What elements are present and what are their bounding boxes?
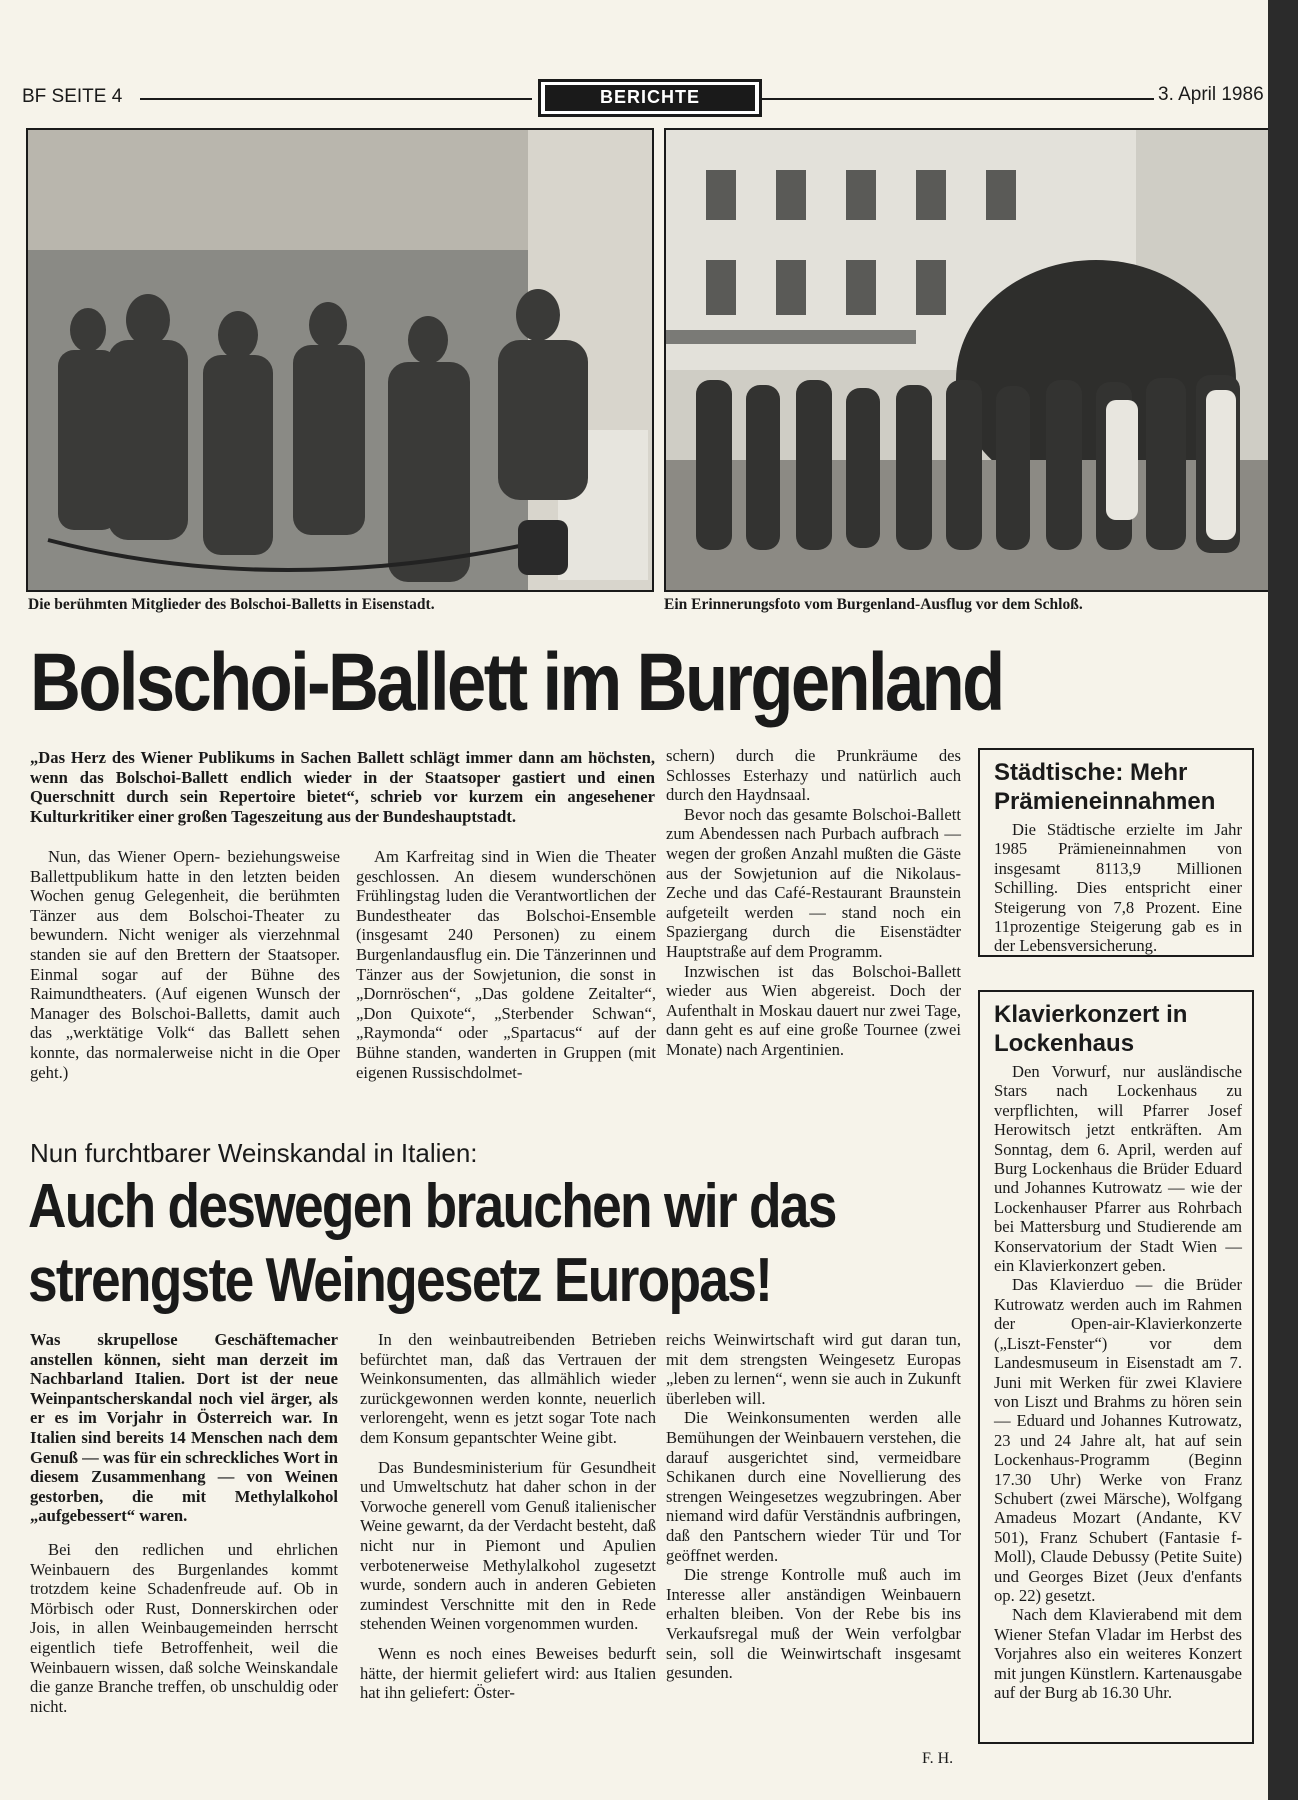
article1-col3-text-c: Inzwischen ist das Bolschoi-Ballett wieder aus Wien abgereist. Doch der Aufenthalt in Moskau dauert nur zwei Tage, dann geht es auf eine große Tournee (zwei Monate) nach Argentinien. — [666, 961, 961, 1059]
sidebar-box-staedtische — [978, 748, 1254, 957]
photo-ballet-members — [26, 128, 654, 592]
header-rule-right — [762, 98, 1154, 100]
sidebar-box-klavierkonzert — [978, 990, 1254, 1744]
article2-col1-text: Bei den redlichen und ehrlichen Weinbauern des Burgenlandes kommt trotzdem keine Schadenfreude auf. Ob in Mörbisch oder Rust, Donnerskirchen oder Jois, in allen Weinbaugemeinden herrscht eigentlich tiefe Betroffenheit, weil die Weinbauern wissen, daß solche Weinskandale die ganze Branche treffen, ob unschuldig oder nicht. — [30, 1539, 338, 1716]
issue-date: 3. April 1986 — [1158, 84, 1264, 105]
page-edge-shadow — [1268, 0, 1298, 1800]
article1-col2-text: Am Karfreitag sind in Wien die Theater geschlossen. An diesem wunderschönen Frühlingstag luden die Verantwortlichen der Bundestheater das Bolschoi-Ensemble (insgesamt 240 Personen) zu einem Burgenlandausflug ein. Die Tänzerinnen und Tänzer aus der Sowjetunion, die sonst in „Dornröschen“, „Das goldene Zeitalter“, „Don Quixote“, „Sterbender Schwan“, „Raymonda“ oder „Spartacus“ auf der Bühne standen, wanderten in Gruppen (mit eigenen Russischdolmet- — [356, 847, 656, 1082]
box1-body — [980, 818, 1252, 962]
photo-palace-group — [664, 128, 1278, 592]
article2-col3-text-2: Die Weinkonsumenten werden alle Bemühungen der Weinbauern verstehen, die darauf ausgerichtet sind, vermeidbare Schikanen durch eine Novellierung des strengen Weingesetzes wegzubringen. Aber niemand wird dafür Verständnis aufbringen, daß den Pantschern wieder Tür und Tor geöffnet werden. — [666, 1408, 961, 1565]
box2-body — [980, 1060, 1252, 1708]
article1-column-2 — [356, 847, 656, 1082]
article2-col3-text-3: Die strenge Kontrolle muß auch im Interesse aller anständigen Weinbauern erhalten bleiben. Von der Rebe bis ins Verkaufsregal muß der Wein verfolgbar sein, soll die Weinwirtschaft insgesamt gesunden. — [666, 1565, 961, 1683]
article1-column-1 — [30, 847, 340, 1082]
article2-col2-text-2: Das Bundesministerium für Gesundheit und Umweltschutz hat daher schon in der Vorwoche generell vom Genuß italienischer Weine gewarnt, da der Verdacht besteht, daß nicht nur in Piemont und Apulien verbotenerweise Methylalkohol zugesetzt wurde, sondern auch in anderen Gebieten zumindest Verschnitte mit den in Rede stehenden Weinen vorgenommen wurden. — [360, 1457, 656, 1634]
box2-text-1: Den Vorwurf, nur ausländische Stars nach Lockenhaus zu verpflichten, will Pfarrer Josef Herowitsch jetzt entkräften. Am Sonntag, dem 6. April, werden auf Burg Lockenhaus die Brüder Eduard und Johannes Kutrowatz — wie der Lockenhauser Pfarrer aus Rohrbach bei Mattersburg und Studierende am Konservatorium der Stadt Wien — ein Klavierkonzert geben. — [994, 1062, 1242, 1276]
section-tag — [538, 79, 762, 117]
headline-bolschoi: Bolschoi-Ballett im Burgenland — [30, 637, 1003, 728]
photo-caption-left: Die berühmten Mitglieder des Bolschoi-Balletts in Eisenstadt. — [28, 596, 435, 613]
photo-ballet-members-image — [28, 130, 652, 590]
headline-weingesetz-line-2: strengste Weingesetz Europas! — [28, 1246, 772, 1315]
article1-column-3 — [666, 746, 961, 1060]
article1-col3-text-b: Bevor noch das gesamte Bolschoi-Ballett zum Abendessen nach Purbach aufbrach — wegen der großen Anzahl mußten die Gäste aus der Sowjetunion auf die Nikolaus-Zeche und das Café-Restaurant Braunstein aufgeteilt werden — stand noch ein Spaziergang durch die Eisenstädter Hauptstraße auf dem Programm. — [666, 804, 961, 961]
article-lead-text: „Das Herz des Wiener Publikums in Sachen Ballett schlägt immer dann am höchsten, wenn das Bolschoi-Ballett endlich wieder in der Staatsoper gastiert und einen Querschnitt durch sein Repertoire bietet“, schrieb vor kurzem ein angesehener Kulturkritiker einer großen Tageszeitung aus der Bundeshauptstadt. — [30, 748, 655, 826]
article2-col2-text-1: In den weinbautreibenden Betrieben befürchtet man, daß das Vertrauen der Weinkonsumenten, das allmählich wieder zurückgewonnen werden konnte, neuerlich verlorengeht, wenn es jetzt sogar Tote nach dem Konsum gepantschter Weine gibt. — [360, 1330, 656, 1447]
box1-text: Die Städtische erzielte im Jahr 1985 Prämieneinnahmen von insgesamt 8113,9 Millionen Schilling. Dies entspricht einer Steigerung von 7,8 Prozent. Eine 11prozentige Steigerung gab es in der Lebensversicherung. — [994, 820, 1242, 956]
section-tag-label: BERICHTE — [545, 85, 755, 111]
header-rule-left — [140, 98, 532, 100]
box2-text-2: Das Klavierduo — die Brüder Kutrowatz werden auch im Rahmen der Open-air-Klavierkonzerte („Liszt-Fenster“) vor dem Landesmuseum in Eisenstadt am 7. Juni mit Werken für zwei Klaviere von Liszt und Brahms zu hören sein — Eduard und Johannes Kutrowatz, 23 und 24 Jahre alt, hat auf sein Lockenhaus-Programm (Beginn 17.30 Uhr) Werke von Franz Schubert (zwei Märsche), Wolfgang Amadeus Mozart (Andante, KV 501), Franz Schubert (Fantasie f-Moll), Claude Debussy (Petite Suite) und Georges Bizet (Jeux d'enfants op. 22) gesetzt. — [994, 1275, 1242, 1605]
box1-title: Städtische: Mehr Prämieneinnahmen — [994, 759, 1216, 815]
kicker-weinskandal: Nun furchtbarer Weinskandal in Italien: — [30, 1138, 478, 1168]
article1-col3-text-a: schern) durch die Prunkräume des Schlosses Esterhazy und natürlich auch durch den Haydnsaal. — [666, 746, 961, 805]
article2-column-3 — [666, 1330, 961, 1683]
article2-column-1 — [30, 1330, 338, 1716]
author-signature: F. H. — [922, 1750, 954, 1767]
photo-caption-right: Ein Erinnerungsfoto vom Burgenland-Ausflug vor dem Schloß. — [664, 596, 1083, 613]
box2-text-3: Nach dem Klavierabend mit dem Wiener Stefan Vladar im Herbst des Vorjahres also ein weiteres Konzert mit jungen Künstlern. Kartenausgabe auf der Burg ab 16.30 Uhr. — [994, 1605, 1242, 1702]
headline-weingesetz — [28, 1170, 836, 1318]
article2-col2-text-3: Wenn es noch eines Beweises bedurft hätte, der hiermit geliefert wird: aus Italien hat ihn geliefert: Öster- — [360, 1643, 656, 1703]
headline-weingesetz-line-1: Auch deswegen brauchen wir das — [28, 1172, 836, 1241]
article2-column-2 — [360, 1330, 656, 1703]
article2-col3-text-1: reichs Weinwirtschaft wird gut daran tun, mit dem strengsten Weingesetz Europas „leben zu lernen“, wenn sie auch in Zukunft überleben will. — [666, 1330, 961, 1408]
article-lead — [30, 748, 655, 826]
box2-title: Klavierkonzert in Lockenhaus — [994, 1001, 1188, 1057]
article1-col1-text: Nun, das Wiener Opern- beziehungsweise Ballettpublikum hatte in den letzten beiden Wochen genug Gelegenheit, die berühmten Tänzer aus dem Bolschoi-Theater zu bewundern. Nicht weniger als vierzehnmal standen sie auf den Brettern der Staatsoper. Einmal sogar auf der Bühne des Raimundtheaters. (Auf eigenen Wunsch der Manager des Bolschoi-Balletts, damit auch das „werktätige Volk“ das Ballett sehen konnte, das normalerweise nicht in die Oper geht.) — [30, 847, 340, 1082]
page-number: BF SEITE 4 — [22, 86, 123, 107]
photo-palace-group-image — [666, 130, 1276, 590]
article2-col1-lead: Was skrupellose Geschäftemacher anstellen können, sieht man derzeit im Nachbarland Italien. Dort ist der neue Weinpantscherskandal noch viel ärger, als er es im Vorjahr in Österreich war. In Italien sind bereits 14 Menschen nach dem Genuß — was für ein schreckliches Wort in diesem Zusammenhang — von Weinen gestorben, die mit Methylalkohol „aufgebessert“ waren. — [30, 1330, 338, 1526]
